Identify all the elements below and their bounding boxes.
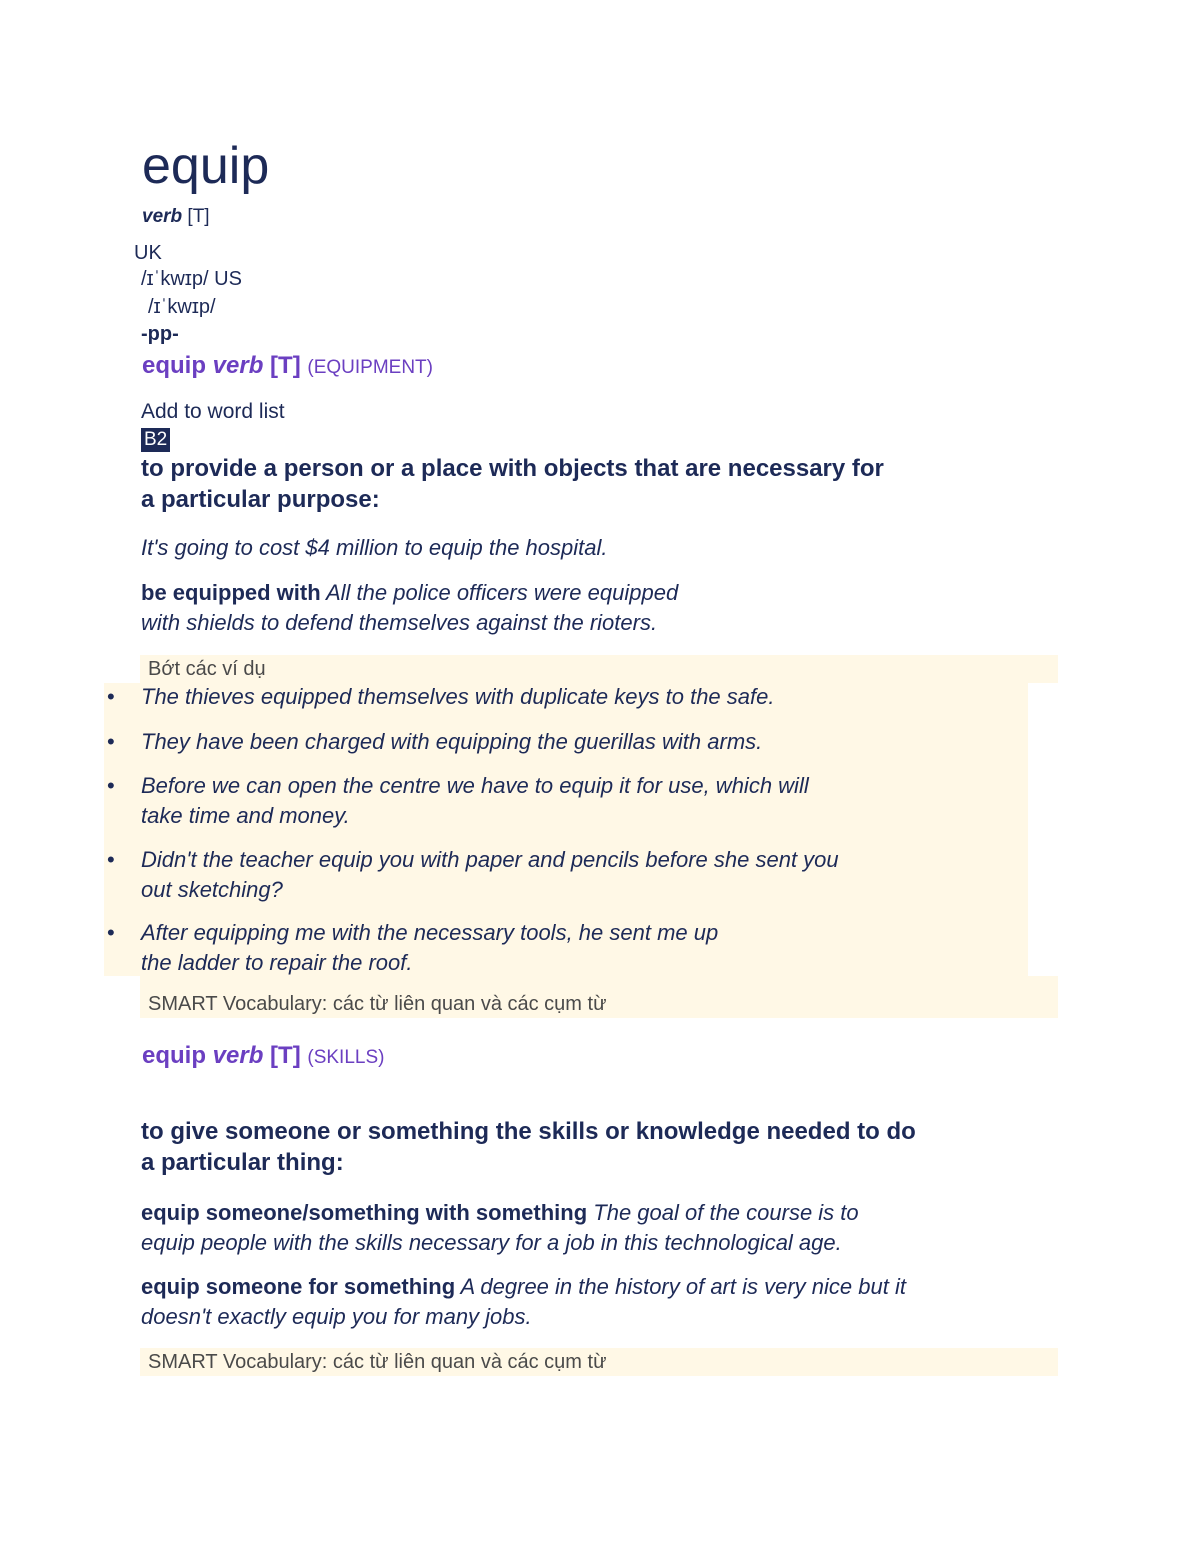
example-sentence: equip people with the skills necessary for a job in this technological age.: [141, 1230, 842, 1255]
definition-equipment: [141, 453, 884, 515]
example-line: out sketching?: [141, 877, 283, 902]
example-line: the ladder to repair the roof.: [141, 950, 413, 975]
us-ipa: /ɪˈkwɪp/: [148, 296, 216, 318]
part-of-speech-line: [142, 206, 210, 228]
sense-pos: verb: [212, 1042, 264, 1069]
example-line: take time and money.: [141, 803, 350, 828]
example-line: Didn't the teacher equip you with paper and pencils before she sent you: [141, 847, 839, 872]
bullet: •: [107, 920, 115, 945]
smart-vocabulary-link[interactable]: SMART Vocabulary: các từ liên quan và các cụm từ: [148, 1351, 607, 1373]
example-line: They have been charged with equipping the guerillas with arms.: [141, 729, 763, 754]
list-item: [141, 845, 839, 905]
definition-skills: [141, 1116, 916, 1178]
add-to-word-list-link[interactable]: Add to word list: [141, 400, 285, 423]
grammar-pattern: equip someone/something with something: [141, 1200, 588, 1225]
example-sentence: It's going to cost $4 million to equip the hospital.: [141, 535, 608, 560]
smart-vocabulary-link[interactable]: SMART Vocabulary: các từ liên quan và các cụm từ: [148, 993, 607, 1015]
definition-line: a particular purpose:: [141, 486, 380, 513]
sense-heading-skills: [142, 1042, 384, 1070]
sense-headword: equip: [142, 352, 206, 379]
example-line: After equipping me with the necessary tools, he sent me up: [141, 920, 719, 945]
guideword: (SKILLS): [307, 1047, 385, 1068]
grammar-code: [T]: [187, 206, 210, 227]
example-sentence: doesn't exactly equip you for many jobs.: [141, 1304, 532, 1329]
level-badge: B2: [141, 428, 170, 452]
more-examples-toggle[interactable]: Bớt các ví dụ: [148, 658, 266, 680]
bullet: •: [107, 773, 115, 798]
example-sentence: All the police officers were equipped: [325, 580, 679, 605]
example-line: Before we can open the centre we have to equip it for use, which will: [141, 773, 809, 798]
sense-grammar: [T]: [270, 1042, 301, 1069]
pattern-example: [141, 1198, 859, 1258]
example-sentence: with shields to defend themselves against the rioters.: [141, 610, 658, 635]
definition-line: a particular thing:: [141, 1149, 344, 1176]
bullet: •: [107, 684, 115, 709]
part-of-speech: verb: [142, 206, 183, 227]
list-item: [141, 918, 718, 978]
bullet: •: [107, 729, 115, 754]
list-item: [141, 771, 809, 831]
uk-label: UK: [134, 242, 162, 264]
sense-pos: verb: [212, 352, 264, 379]
sense-grammar: [T]: [270, 352, 301, 379]
uk-pronunciation: [141, 268, 242, 291]
pattern-example: [141, 1272, 906, 1332]
inflection: -pp-: [141, 323, 179, 345]
sense-headword: equip: [142, 1042, 206, 1069]
definition-line: to provide a person or a place with objects that are necessary for: [141, 455, 884, 482]
list-item: [141, 682, 774, 712]
example-line: The thieves equipped themselves with duplicate keys to the safe.: [141, 684, 775, 709]
list-item: [141, 727, 762, 757]
example-sentence: The goal of the course is to: [593, 1200, 859, 1225]
grammar-pattern: be equipped with: [141, 580, 321, 605]
headword: equip: [142, 137, 270, 195]
us-label: US: [214, 268, 242, 290]
sense-heading-equipment: [142, 352, 433, 380]
uk-ipa: /ɪˈkwɪp/: [141, 268, 209, 290]
definition-line: to give someone or something the skills or knowledge needed to do: [141, 1118, 916, 1145]
pattern-example: [141, 578, 678, 638]
example-sentence: A degree in the history of art is very nice but it: [460, 1274, 906, 1299]
bullet: •: [107, 847, 115, 872]
more-examples-header-bg: [140, 655, 1058, 683]
grammar-pattern: equip someone for something: [141, 1274, 456, 1299]
guideword: (EQUIPMENT): [307, 357, 433, 378]
